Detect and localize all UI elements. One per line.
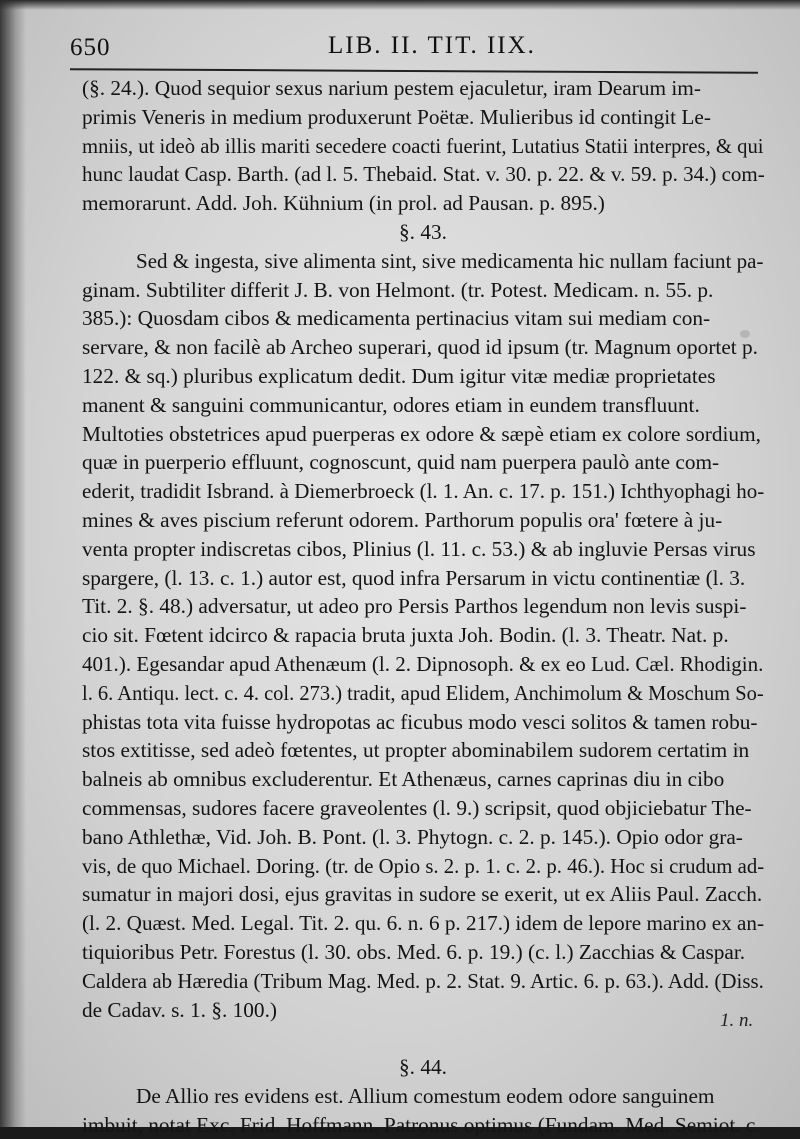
text-line: 122. & sq.) pluribus explicatum dedit. Dum igitur vitæ mediæ proprietates bbox=[82, 363, 716, 388]
blank-line bbox=[82, 1024, 764, 1053]
text-line: tiquioribus Petr. Forestus (l. 30. obs. Med. 6. p. 19.) (c. l.) Zacchias & Caspar. bbox=[82, 939, 746, 964]
text-line: Multoties obstetrices apud puerperas ex odore & sæpè etiam ex colore sordium, bbox=[82, 421, 761, 446]
text-line: Sed & ingesta, sive alimenta sint, sive medicamenta hic nullam faciunt pa- bbox=[136, 248, 764, 273]
text-line: (l. 2. Quæst. Med. Legal. Tit. 2. qu. 6. n. 6 p. 217.) idem de lepore marino ex an- bbox=[82, 911, 765, 936]
section-heading-43: §. 43. bbox=[399, 219, 447, 244]
text-line: imbuit, notat Exc. Frid. Hoffmann. Patronus optimus (Fundam. Med. Semiot. c. bbox=[82, 1112, 761, 1137]
text-line: stos extitisse, sed adeò fœtentes, ut propter abominabilem sudorem certatim in bbox=[82, 738, 750, 763]
text-line: Tit. 2. §. 48.) adversatur, ut adeo pro Persis Parthos legendum non levis suspi- bbox=[82, 594, 747, 619]
text-line: ederit, tradidit Isbrand. à Diemerbroeck (l. 1. An. c. 17. p. 151.) Ichthyophagi ho- bbox=[82, 479, 765, 504]
running-head: LIB. II. TIT. IIX. bbox=[328, 32, 536, 59]
text-line: bano Athlethæ, Vid. Joh. B. Pont. (l. 3. Phytogn. c. 2. p. 145.). Opio odor gra- bbox=[82, 824, 743, 849]
text-line: cio sit. Fœtent idcirco & rapacia bruta juxta Joh. Bodin. (l. 3. Theatr. Nat. p. bbox=[82, 623, 729, 648]
header-rule bbox=[70, 68, 758, 74]
text-line: sumatur in majori dosi, ejus gravitas in sudore se exerit, ut ex Aliis Paul. Zacch. bbox=[82, 882, 763, 907]
page-header bbox=[70, 32, 750, 68]
text-line: vis, de quo Michael. Doring. (tr. de Opio s. 2. p. 1. c. 2. p. 46.). Hoc si crudum ad- bbox=[82, 853, 765, 878]
text-line: quæ in puerperio effluunt, cognoscunt, quid nam puerpera paulò ante com- bbox=[82, 450, 720, 475]
text-line: l. 6. Antiqu. lect. c. 4. col. 273.) tradit, apud Elidem, Anchimolum & Moschum So- bbox=[82, 680, 764, 705]
text-line: 401.). Egesandar apud Athenæum (l. 2. Dipnosoph. & ex eo Lud. Cæl. Rhodigin. bbox=[82, 651, 764, 676]
text-line: mniis, ut ideò ab illis mariti secedere coacti fuerint, Lutatius Statii interpres, & qui bbox=[82, 133, 764, 158]
text-line: Caldera ab Hæredia (Tribum Mag. Med. p. 2. Stat. 9. Artic. 6. p. 63.). Add. (Diss. bbox=[82, 968, 764, 993]
text-line: servare, & non facilè ab Archeo superari, quod id ipsum (tr. Magnum oportet p. bbox=[82, 335, 758, 360]
text-line: (§. 24.). Quod sequior sexus narium pestem ejaculetur, iram Dearum im- bbox=[82, 76, 701, 100]
text-line: manent & sanguini communicantur, odores etiam in eundem transfluunt. bbox=[82, 392, 700, 417]
text-line: mines & aves piscium referunt odorem. Parthorum populis ora' fœtere à ju- bbox=[82, 507, 723, 532]
text-line: memorarunt. Add. Joh. Kühnium (in prol. ad Pausan. p. 895.) bbox=[82, 191, 605, 216]
body-text bbox=[82, 74, 764, 1139]
text-line: venta propter indiscretas cibos, Plinius (l. 11. c. 53.) & ab ingluvie Persas virus bbox=[82, 536, 756, 561]
catchword: 1. n. bbox=[720, 1010, 754, 1031]
text-line: phistas tota vita fuisse hydropotas ac ficubus modo vesci solitos & tamen robu- bbox=[82, 709, 758, 734]
page-shadow-left bbox=[0, 0, 26, 1127]
text-line: 385.): Quosdam cibos & medicamenta pertinacius vitam sui mediam con- bbox=[82, 306, 711, 331]
text-line: spargere, (l. 13. c. 1.) autor est, quod infra Persarum in victu continentiæ (l. 3. bbox=[82, 565, 746, 590]
page-number: 650 bbox=[70, 34, 111, 61]
text-line: balneis ab omnibus excluderentur. Et Athenæus, carnes caprinas diu in cibo bbox=[82, 767, 725, 792]
text-line: ginam. Subtiliter differit J. B. von Helmont. (tr. Potest. Medicam. n. 55. p. bbox=[82, 277, 714, 302]
text-line: commensas, sudores facere graveolentes (l. 9.) scripsit, quod objiciebatur The- bbox=[82, 795, 752, 820]
text-line: de Cadav. s. 1. §. 100.) bbox=[82, 997, 277, 1022]
text-line: primis Veneris in medium produxerunt Poëtæ. Mulieribus id contingit Le- bbox=[82, 104, 711, 129]
section-heading-44: §. 44. bbox=[399, 1055, 447, 1080]
text-line: hunc laudat Casp. Barth. (ad l. 5. Thebaid. Stat. v. 30. p. 22. & v. 59. p. 34.) com- bbox=[82, 162, 765, 187]
text-line: De Allio res evidens est. Allium comestum eodem odore sanguinem bbox=[136, 1083, 715, 1108]
page-shadow-top bbox=[0, 0, 800, 10]
